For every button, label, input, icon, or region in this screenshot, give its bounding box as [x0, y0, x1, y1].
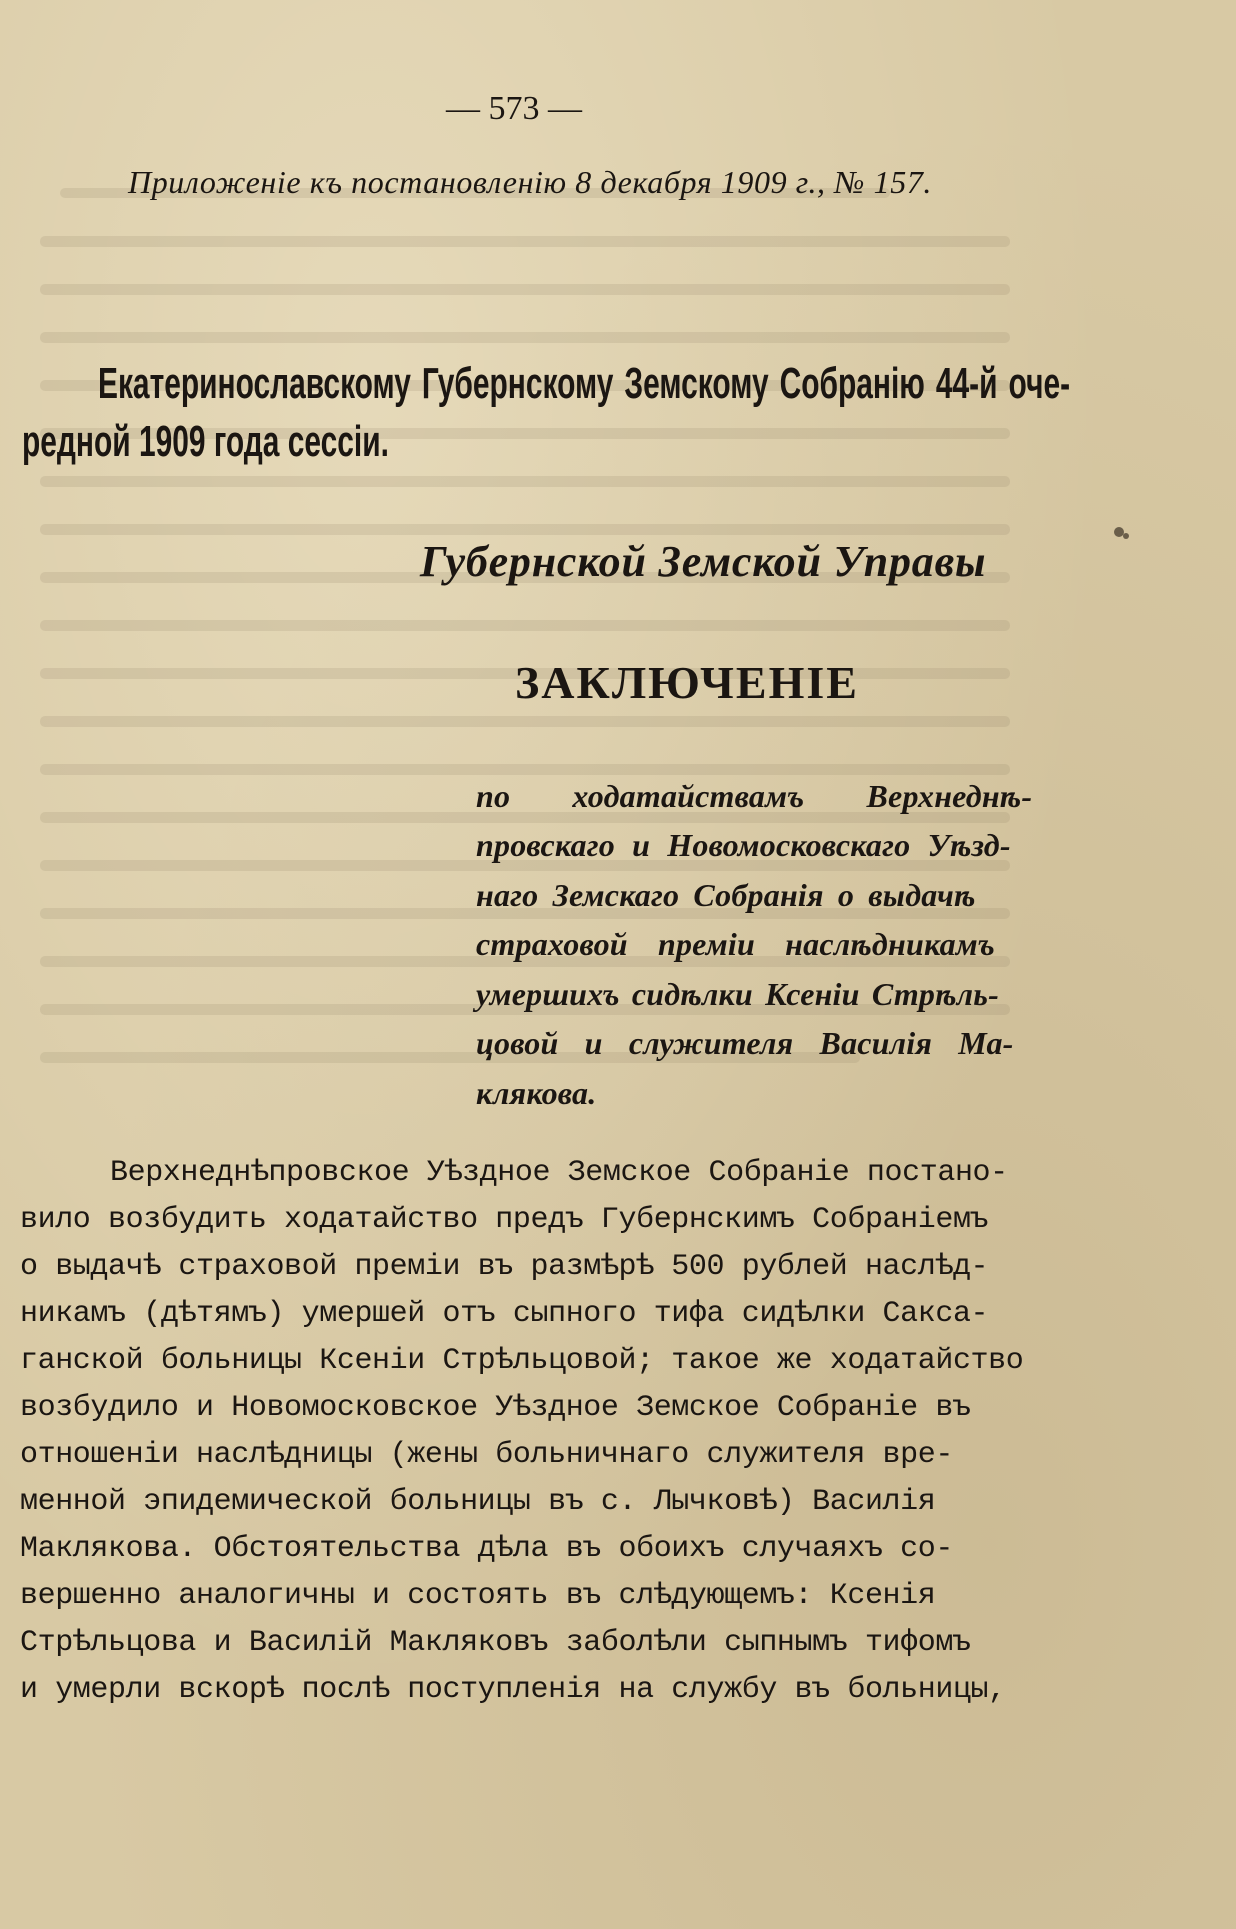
body-text-line: Верхнеднѣпровское Уѣздное Земское Собраніе постано- — [110, 1156, 1008, 1190]
document-title: ЗАКЛЮЧЕНІЕ — [515, 657, 859, 708]
body-text-line: Стрѣльцова и Василій Макляковъ заболѣли сыпнымъ тифомъ — [20, 1626, 971, 1660]
body-text-line: отношеніи наслѣдницы (жены больничнаго служителя вре- — [20, 1438, 953, 1472]
page-number: — 573 — — [446, 90, 582, 127]
subtitle-line: страховой преміи наслѣдникамъ — [476, 926, 995, 962]
subtitle-line: провскаго и Новомосковскаго Уѣзд- — [476, 827, 1011, 863]
issuing-board-heading: Губернской Земской Управы — [420, 537, 987, 586]
body-text-line: Маклякова. Обстоятельства дѣла въ обоихъ случаяхъ со- — [20, 1532, 953, 1566]
body-text-line: вершенно аналогичны и состоять въ слѣдующемъ: Ксенія — [20, 1579, 936, 1613]
body-text-line: никамъ (дѣтямъ) умершей отъ сыпного тифа сидѣлки Сакса- — [20, 1297, 989, 1331]
subtitle-line: наго Земскаго Собранія о выдачѣ — [476, 877, 976, 913]
body-text-line: менной эпидемической больницы въ с. Лычковѣ) Василія — [20, 1485, 936, 1519]
body-text-line: ганской больницы Ксеніи Стрѣльцовой; такое же ходатайство — [20, 1344, 1024, 1378]
subtitle-line: клякова. — [476, 1075, 597, 1111]
subtitle-line: по ходатайствамъ Верхнеднѣ- — [476, 778, 1033, 814]
subtitle-line: цовой и служителя Василія Ма- — [476, 1025, 1014, 1061]
body-text-line: о выдачѣ страховой преміи въ размѣрѣ 500 рублей наслѣд- — [20, 1250, 989, 1284]
body-text-line: возбудило и Новомосковское Уѣздное Земское Собраніе въ — [20, 1391, 971, 1425]
subtitle-line: умершихъ сидѣлки Ксеніи Стрѣль- — [476, 976, 999, 1012]
body-text-line: и умерли вскорѣ послѣ поступленія на службу въ больницы, — [20, 1673, 1006, 1707]
addressee-heading-line-1: Екатеринославскому Губернскому Земскому Собранію 44-й оче- — [98, 359, 1071, 408]
appendix-note: Приложеніе къ постановленію 8 декабря 1909 г., № 157. — [128, 164, 933, 200]
addressee-heading-line-2: редной 1909 года сессіи. — [22, 417, 389, 466]
body-text-line: вило возбудить ходатайство предъ Губернскимъ Собраніемъ — [20, 1203, 989, 1237]
